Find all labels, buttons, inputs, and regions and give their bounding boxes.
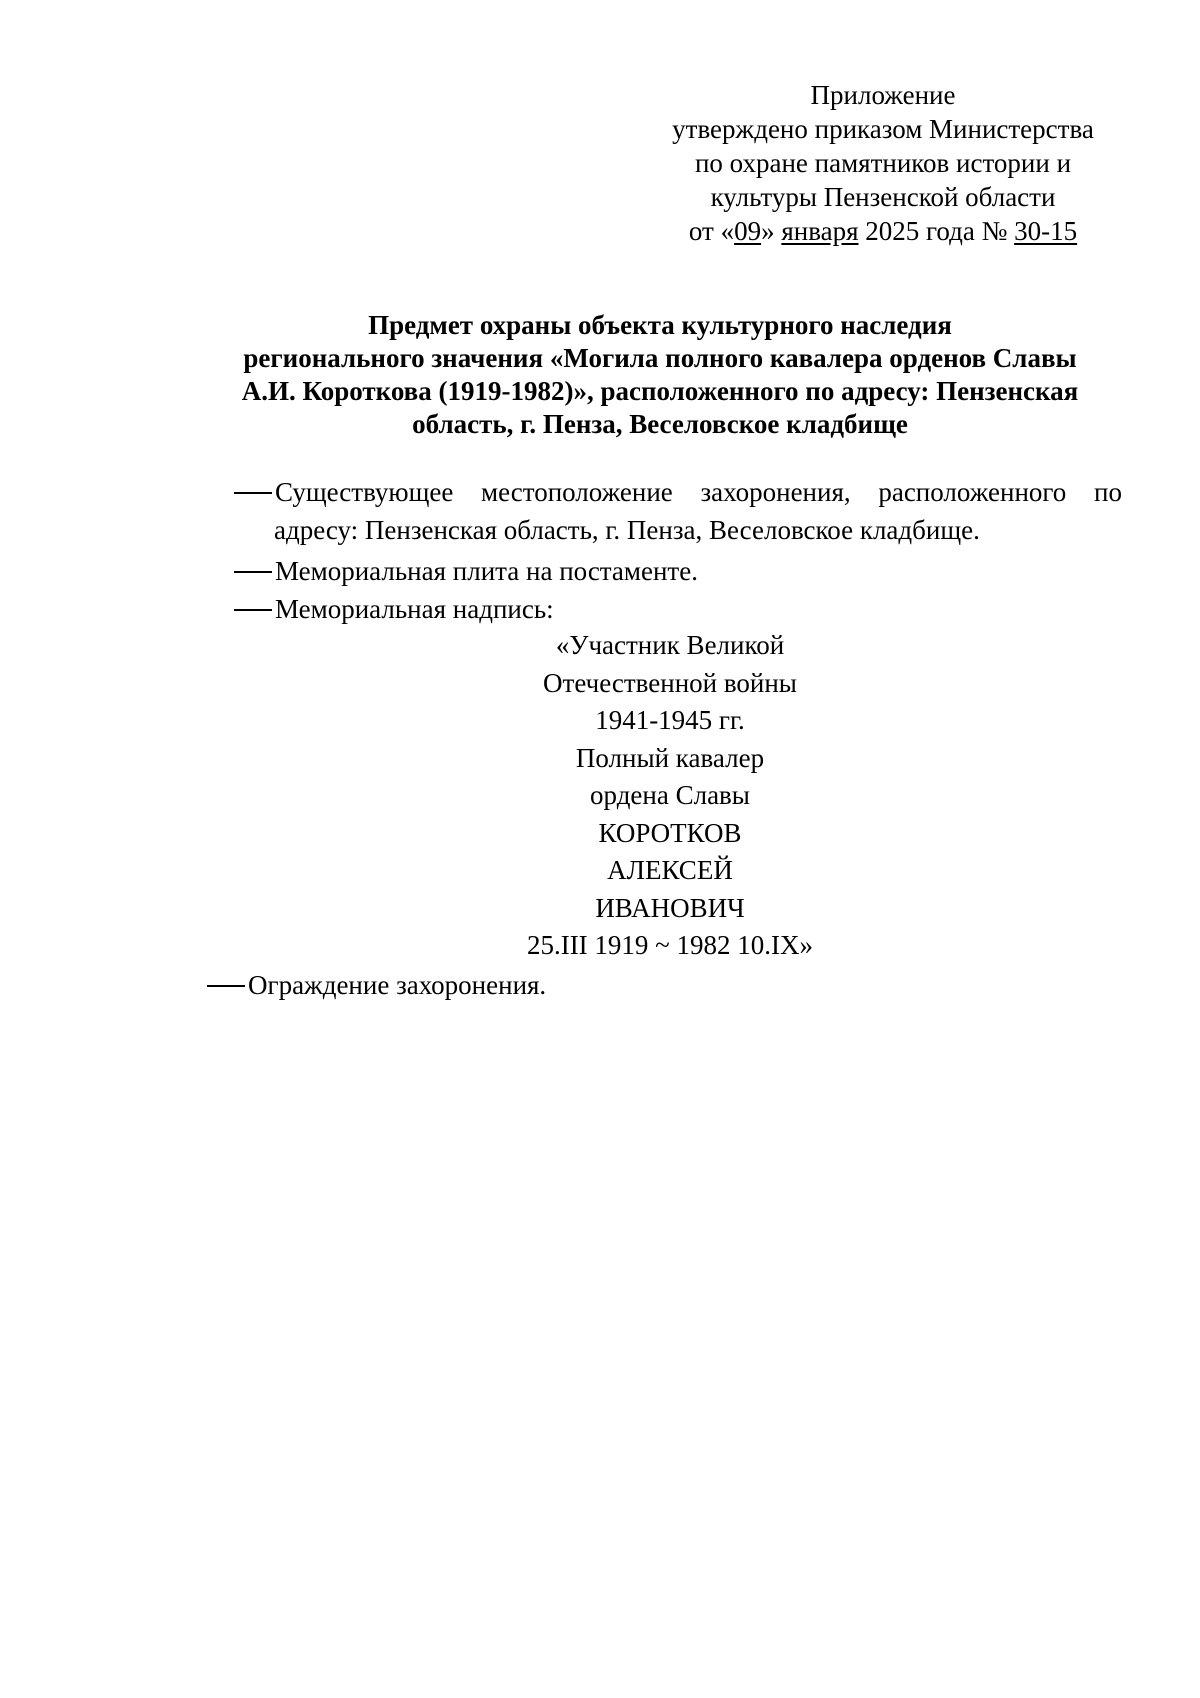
dash-marker [234,609,272,611]
title-line: Предмет охраны объекта культурного наследия [368,310,952,340]
inscription-line: 1941-1945 гг. [595,705,745,735]
title-line: А.И. Короткова (1919-1982)», расположенного по адресу: Пензенская [241,376,1079,406]
dash-marker [207,985,245,987]
appendix-ministry-line: по охране памятников истории и [694,148,1072,178]
appendix-header [656,78,1110,248]
item-text-word: местоположение [481,477,673,507]
order-number: 30-15 [1014,216,1078,246]
title-line: регионального значения «Могила полного кавалера орденов Славы [243,343,1077,373]
item-text-word: по [1094,477,1122,507]
order-day: 09 [734,216,762,246]
appendix-region-line: культуры Пензенской области [710,182,1056,212]
order-month: января [781,216,859,246]
item-text-word: Существующее [234,473,453,511]
inscription-line: КОРОТКОВ [598,817,742,848]
item-text-word: захоронения, [700,477,851,507]
dash-marker [234,492,272,494]
memorial-inscription [470,627,870,965]
item-second-line: адресу: Пензенская область, г. Пенза, Веселовское кладбище. [274,515,980,545]
inscription-line: Полный кавалер [575,742,765,773]
item-text: Мемориальная надпись: [275,594,554,624]
date-separator: » [761,216,782,246]
protection-item-fence [207,966,546,1004]
item-first-line [234,473,1122,511]
protection-item-inscription [234,590,554,628]
appendix-label: Приложение [810,80,956,110]
protection-item-location [234,473,1122,549]
protection-item-plate [234,552,698,590]
date-year-text: 2025 года № [858,216,1015,246]
inscription-line: АЛЕКСЕЙ [607,855,733,885]
inscription-line: «Участник Великой [555,630,785,660]
date-prefix: от « [688,216,735,246]
title-line: область, г. Пенза, Веселовское кладбище [412,409,908,439]
inscription-line: 25.III 1919 ~ 1982 10.IX» [526,930,814,960]
appendix-date-line [656,214,1110,248]
item-text: Ограждение захоронения. [248,970,547,1000]
document-title [200,309,1120,441]
item-text: Мемориальная плита на постаменте. [275,556,698,586]
inscription-line: ордена Славы [590,780,750,810]
inscription-line: ИВАНОВИЧ [595,892,745,923]
dash-marker [234,571,272,573]
inscription-line: Отечественной войны [543,667,797,698]
item-text-word: расположенного [878,477,1067,507]
appendix-approval-line: утверждено приказом Министерства [672,114,1094,144]
